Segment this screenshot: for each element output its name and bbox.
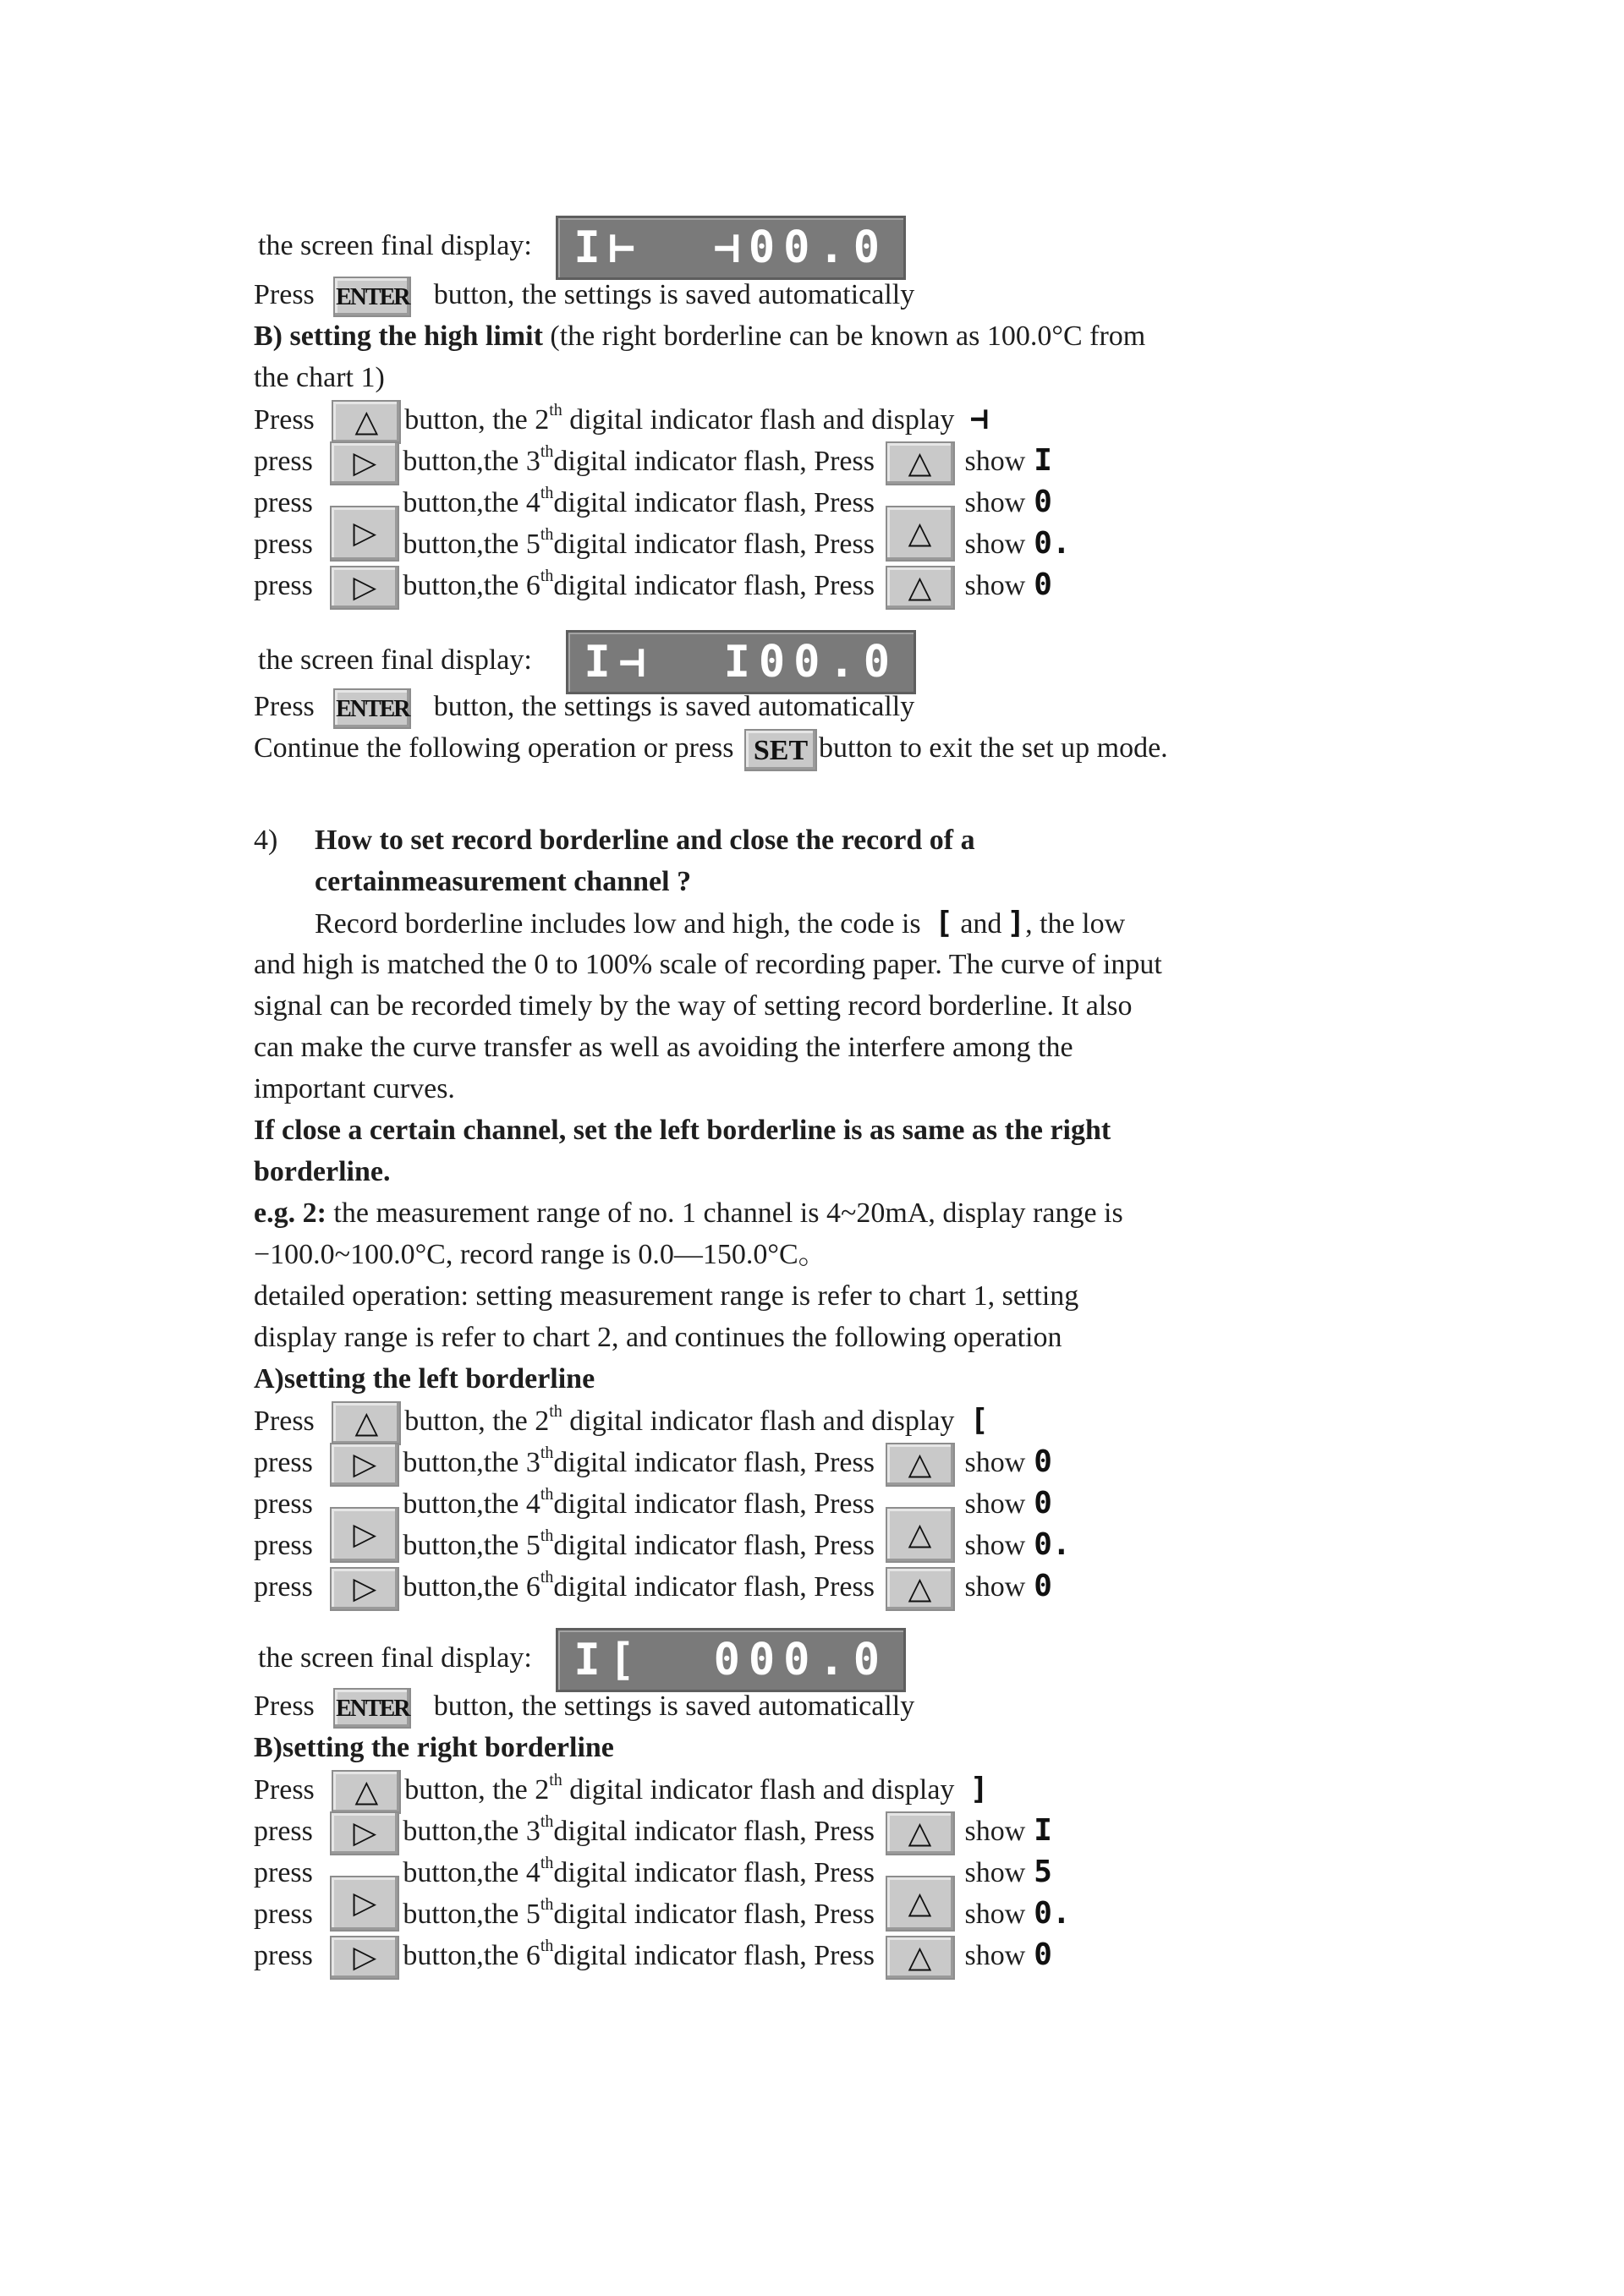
- step-text: button, the 2: [404, 1406, 550, 1437]
- ordinal-sup: th: [540, 1567, 554, 1586]
- high-step-row: [254, 565, 1336, 610]
- show-text: show: [964, 1816, 1026, 1847]
- right-arrow-key: ▷: [330, 441, 399, 485]
- segment-glyph: ]: [969, 1772, 989, 1806]
- section-b-right-heading: [254, 1728, 1336, 1768]
- show-text: show: [964, 1571, 1026, 1603]
- ordinal-sup: th: [540, 441, 554, 461]
- detail-line: display range is refer to chart 2, and continues the following operation: [254, 1322, 1062, 1353]
- heading-bold: B)setting the right borderline: [254, 1732, 614, 1763]
- step-text: digital indicator flash, Press: [553, 570, 875, 601]
- segment-glyph: 0.: [1034, 1896, 1071, 1931]
- section-4-title: [254, 820, 1336, 861]
- ordinal-sup: th: [549, 1401, 562, 1421]
- step-text: digital indicator flash, Press: [553, 529, 875, 560]
- left-step-1: [254, 1400, 1336, 1445]
- heading-rest: (the right borderline can be known as 100.0°C from: [542, 321, 1146, 352]
- section-number: 4): [254, 825, 278, 856]
- step-text: digital indicator flash, Press: [553, 1530, 875, 1561]
- section-title: How to set record borderline and close the record of a: [315, 825, 975, 856]
- show-text: show: [964, 1447, 1026, 1478]
- led-display-high-limit: I⊣ I00.0: [566, 630, 916, 694]
- step-text: digital indicator flash, Press: [553, 446, 875, 477]
- bold-text: If close a certain channel, set the left borderline is as same as the right: [254, 1115, 1111, 1146]
- save-line-2: [254, 687, 1336, 729]
- step-text: button,the 5: [403, 529, 540, 560]
- right-arrow-key: ▷: [330, 1811, 399, 1855]
- ordinal-sup: th: [540, 566, 554, 585]
- step-text: digital indicator flash and display: [562, 404, 955, 436]
- section-b-high-heading: [254, 316, 1336, 357]
- ordinal-sup: th: [540, 1526, 554, 1545]
- up-arrow-key: △: [886, 1876, 955, 1932]
- step-text: button,the 3: [403, 446, 540, 477]
- ordinal-sup: th: [540, 1853, 554, 1872]
- enter-key: ENTER: [333, 277, 411, 317]
- bold-text: borderline.: [254, 1156, 391, 1187]
- press-text: press: [254, 1857, 313, 1888]
- ordinal-sup: th: [540, 1484, 554, 1504]
- final-display-line-1: [258, 216, 1341, 280]
- continue-text: button to exit the set up mode.: [819, 732, 1168, 764]
- show-text: show: [964, 1899, 1026, 1930]
- show-text: show: [964, 446, 1026, 477]
- para-line: important curves.: [254, 1073, 455, 1104]
- ordinal-sup: th: [540, 1894, 554, 1914]
- right-step-1: [254, 1769, 1336, 1814]
- heading-bold: A)setting the left borderline: [254, 1363, 595, 1395]
- step-text: button,the 4: [403, 1488, 540, 1520]
- right-arrow-key: ▷: [330, 566, 399, 610]
- segment-glyph: I: [1034, 1813, 1052, 1848]
- left-step-row: [254, 1517, 1336, 1566]
- press-text: Press: [254, 279, 315, 310]
- press-text: press: [254, 487, 313, 518]
- right-arrow-key: ▷: [330, 1936, 399, 1980]
- para-line: [315, 903, 1397, 945]
- press-text: Press: [254, 1774, 315, 1806]
- ordinal-sup: th: [540, 524, 554, 544]
- step-text: button,the 3: [403, 1447, 540, 1478]
- save-line-3: [254, 1686, 1336, 1729]
- press-text: Press: [254, 404, 315, 436]
- final-display-line-2: [258, 630, 1341, 694]
- ordinal-sup: th: [540, 483, 554, 502]
- step-text: button,the 4: [403, 1857, 540, 1888]
- close-channel-line: [254, 1110, 1336, 1151]
- up-arrow-key: △: [886, 441, 955, 485]
- right-arrow-key: ▷: [330, 506, 399, 562]
- up-arrow-key: △: [332, 1770, 401, 1814]
- step-text: digital indicator flash, Press: [553, 1899, 875, 1930]
- press-text: press: [254, 570, 313, 601]
- step-text: digital indicator flash, Press: [553, 1940, 875, 1971]
- final-display-line-3: [258, 1628, 1341, 1692]
- step-text: button,the 6: [403, 1940, 540, 1971]
- segment-glyph: 0: [1034, 1937, 1052, 1972]
- code-high-glyph: ]: [1007, 906, 1026, 940]
- enter-key: ENTER: [333, 688, 411, 729]
- para-text: Record borderline includes low and high, the code is: [315, 908, 921, 940]
- save-text: button, the settings is saved automatically: [433, 279, 915, 310]
- press-text: press: [254, 446, 313, 477]
- press-text: press: [254, 1571, 313, 1603]
- press-text: press: [254, 1447, 313, 1478]
- right-arrow-key: ▷: [330, 1567, 399, 1611]
- segment-glyph: I: [1034, 443, 1052, 478]
- segment-glyph: [: [969, 1403, 989, 1438]
- para-line: signal can be recorded timely by the way of setting record borderline. It also: [254, 990, 1133, 1022]
- right-step-row: [254, 1811, 1336, 1855]
- ordinal-sup: th: [549, 400, 562, 419]
- para-text: , the low: [1025, 908, 1126, 940]
- right-arrow-key: ▷: [330, 1443, 399, 1487]
- ordinal-sup: th: [540, 1443, 554, 1462]
- save-line-1: [254, 275, 1336, 317]
- set-key: SET: [744, 729, 817, 771]
- show-text: show: [964, 1857, 1026, 1888]
- segment-glyph: 5: [1034, 1855, 1052, 1889]
- code-low-glyph: [: [935, 906, 953, 940]
- step-text: digital indicator flash, Press: [553, 487, 875, 518]
- segment-glyph: 0: [1034, 1486, 1052, 1521]
- segment-glyph: 0: [1034, 1444, 1052, 1479]
- right-step-row: [254, 1886, 1336, 1935]
- example-line: [254, 1193, 1336, 1234]
- step-text: button,the 5: [403, 1899, 540, 1930]
- ordinal-sup: th: [540, 1936, 554, 1955]
- example-line-2: −100.0~100.0°C, record range is 0.0—150.0°C。: [254, 1239, 827, 1270]
- step-text: digital indicator flash, Press: [553, 1816, 875, 1847]
- segment-glyph: 0.: [1034, 1527, 1071, 1562]
- para-line: and high is matched the 0 to 100% scale of recording paper. The curve of input: [254, 949, 1162, 980]
- final-display-label: the screen final display:: [258, 644, 532, 676]
- para-text: the measurement range of no. 1 channel is 4~20mA, display range is: [326, 1197, 1123, 1229]
- segment-glyph: 0: [1034, 485, 1052, 519]
- detail-line: detailed operation: setting measurement range is refer to chart 1, setting: [254, 1280, 1079, 1312]
- left-step-row: [254, 1483, 1336, 1528]
- final-display-label: the screen final display:: [258, 229, 532, 261]
- step-text: digital indicator flash, Press: [553, 1857, 875, 1888]
- segment-glyph: 0.: [1034, 526, 1071, 561]
- enter-key: ENTER: [333, 1688, 411, 1729]
- high-step-row: [254, 516, 1336, 565]
- led-display-low-limit: I⊢ ⊣00.0: [556, 216, 906, 280]
- up-arrow-key: △: [886, 1936, 955, 1980]
- up-arrow-key: △: [886, 1811, 955, 1855]
- continue-line: [254, 728, 1336, 771]
- step-text: digital indicator flash, Press: [553, 1571, 875, 1603]
- show-text: show: [964, 570, 1026, 601]
- up-arrow-key: △: [886, 1507, 955, 1563]
- press-text: Press: [254, 1406, 315, 1437]
- press-text: press: [254, 1530, 313, 1561]
- section-4-title-line2: [315, 862, 1397, 902]
- step-text: button,the 5: [403, 1530, 540, 1561]
- high-step-row: [254, 441, 1336, 485]
- para-line: can make the curve transfer as well as avoiding the interfere among the: [254, 1032, 1073, 1063]
- close-channel-line: [254, 1152, 1336, 1192]
- section-title: certainmeasurement channel ?: [315, 866, 692, 897]
- save-text: button, the settings is saved automatically: [433, 691, 915, 722]
- led-display-left-borderline: I[ 000.0: [556, 1628, 906, 1692]
- up-arrow-key: △: [886, 1567, 955, 1611]
- show-text: show: [964, 529, 1026, 560]
- continue-text: Continue the following operation or press: [254, 732, 734, 764]
- high-step-1: [254, 399, 1336, 444]
- show-text: show: [964, 1488, 1026, 1520]
- up-arrow-key: △: [332, 1401, 401, 1445]
- step-text: digital indicator flash, Press: [553, 1447, 875, 1478]
- step-text: digital indicator flash, Press: [553, 1488, 875, 1520]
- step-text: button,the 6: [403, 1571, 540, 1603]
- segment-glyph: 0: [1034, 567, 1052, 602]
- step-text: button,the 4: [403, 487, 540, 518]
- up-arrow-key: △: [886, 1443, 955, 1487]
- ordinal-sup: th: [549, 1770, 562, 1789]
- press-text: press: [254, 1899, 313, 1930]
- bold-text: e.g. 2:: [254, 1197, 326, 1229]
- step-text: button,the 6: [403, 570, 540, 601]
- show-text: show: [964, 1940, 1026, 1971]
- section-b-high-heading-line2: the chart 1): [254, 362, 385, 393]
- right-arrow-key: ▷: [330, 1507, 399, 1563]
- step-text: button, the 2: [404, 404, 550, 436]
- up-arrow-key: △: [886, 566, 955, 610]
- left-step-row: [254, 1442, 1336, 1487]
- segment-glyph: 0: [1034, 1569, 1052, 1603]
- step-text: digital indicator flash and display: [562, 1774, 955, 1806]
- segment-glyph: ⊣: [969, 402, 989, 436]
- press-text: Press: [254, 691, 315, 722]
- show-text: show: [964, 487, 1026, 518]
- right-arrow-key: ▷: [330, 1876, 399, 1932]
- press-text: press: [254, 1940, 313, 1971]
- high-step-row: [254, 482, 1336, 527]
- press-text: press: [254, 1816, 313, 1847]
- press-text: Press: [254, 1690, 315, 1722]
- final-display-label: the screen final display:: [258, 1641, 532, 1674]
- step-text: button, the 2: [404, 1774, 550, 1806]
- up-arrow-key: △: [332, 400, 401, 444]
- right-step-row: [254, 1935, 1336, 1980]
- step-text: button,the 3: [403, 1816, 540, 1847]
- save-text: button, the settings is saved automatically: [433, 1690, 915, 1722]
- para-text: and: [952, 908, 1002, 940]
- section-a-left-heading: [254, 1359, 1336, 1400]
- right-step-row: [254, 1852, 1336, 1897]
- press-text: press: [254, 1488, 313, 1520]
- heading-bold: B) setting the high limit: [254, 321, 543, 352]
- left-step-row: [254, 1566, 1336, 1611]
- ordinal-sup: th: [540, 1811, 554, 1831]
- press-text: press: [254, 529, 313, 560]
- up-arrow-key: △: [886, 506, 955, 562]
- show-text: show: [964, 1530, 1026, 1561]
- step-text: digital indicator flash and display: [562, 1406, 955, 1437]
